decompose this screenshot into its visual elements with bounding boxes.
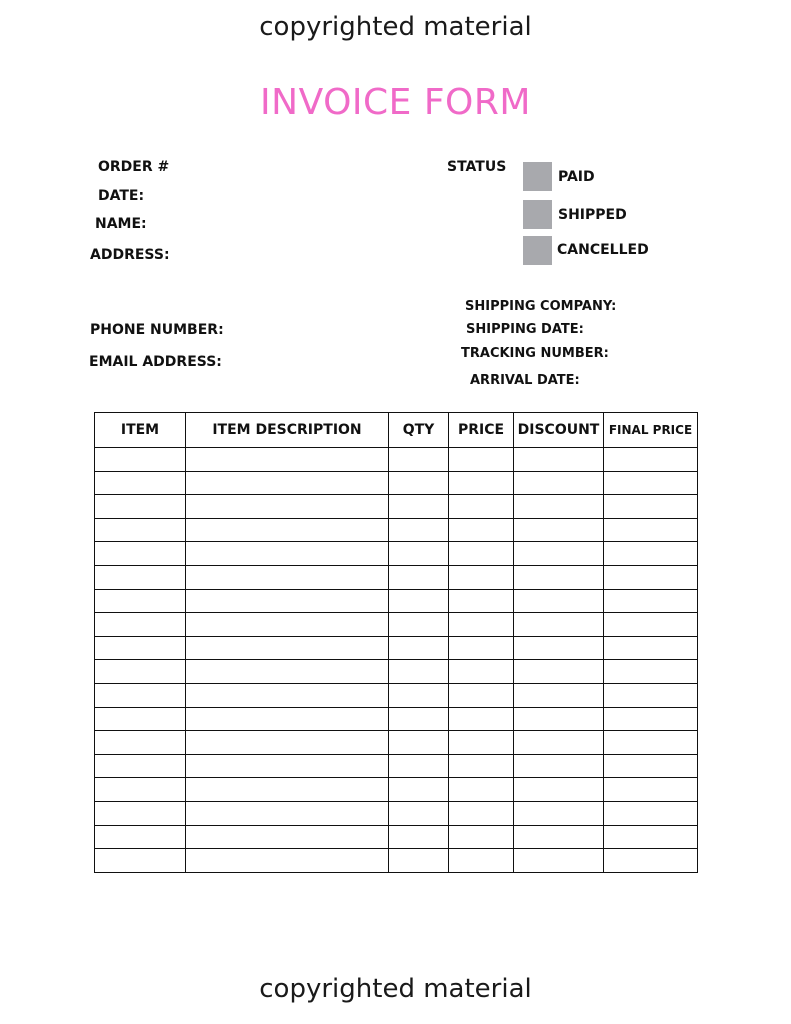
cell-discount[interactable] xyxy=(514,801,604,825)
cell-item-description[interactable] xyxy=(186,636,389,660)
cell-final-price[interactable] xyxy=(604,565,698,589)
cell-qty[interactable] xyxy=(389,565,449,589)
phone-number-label: PHONE NUMBER: xyxy=(90,322,224,338)
cell-discount[interactable] xyxy=(514,495,604,519)
cell-qty[interactable] xyxy=(389,825,449,849)
cell-item[interactable] xyxy=(95,448,186,472)
cell-price[interactable] xyxy=(449,801,514,825)
cell-qty[interactable] xyxy=(389,707,449,731)
page-title: INVOICE FORM xyxy=(260,82,531,123)
cell-item[interactable] xyxy=(95,707,186,731)
cell-item-description[interactable] xyxy=(186,542,389,566)
table-row xyxy=(95,495,698,519)
cell-item-description[interactable] xyxy=(186,849,389,873)
table-row xyxy=(95,683,698,707)
cell-price[interactable] xyxy=(449,448,514,472)
cell-discount[interactable] xyxy=(514,471,604,495)
cell-discount[interactable] xyxy=(514,518,604,542)
shipping-date-label: SHIPPING DATE: xyxy=(466,322,584,337)
items-table xyxy=(94,412,698,873)
table-row xyxy=(95,448,698,472)
table-row xyxy=(95,542,698,566)
column-header-item: ITEM xyxy=(95,413,186,448)
cell-item-description[interactable] xyxy=(186,825,389,849)
cell-qty[interactable] xyxy=(389,683,449,707)
cell-discount[interactable] xyxy=(514,613,604,637)
cell-item[interactable] xyxy=(95,801,186,825)
table-row xyxy=(95,849,698,873)
cell-discount[interactable] xyxy=(514,636,604,660)
column-header-item-description: ITEM DESCRIPTION xyxy=(186,413,389,448)
cell-item-description[interactable] xyxy=(186,707,389,731)
table-row xyxy=(95,707,698,731)
table-row xyxy=(95,589,698,613)
cell-item[interactable] xyxy=(95,613,186,637)
cell-item-description[interactable] xyxy=(186,518,389,542)
cell-item-description[interactable] xyxy=(186,731,389,755)
table-row xyxy=(95,636,698,660)
email-address-label: EMAIL ADDRESS: xyxy=(89,354,222,370)
cell-discount[interactable] xyxy=(514,683,604,707)
table-row xyxy=(95,778,698,802)
cell-item-description[interactable] xyxy=(186,754,389,778)
table-row xyxy=(95,565,698,589)
cell-price[interactable] xyxy=(449,754,514,778)
cell-final-price[interactable] xyxy=(604,542,698,566)
cell-item-description[interactable] xyxy=(186,448,389,472)
cell-discount[interactable] xyxy=(514,849,604,873)
cell-item-description[interactable] xyxy=(186,683,389,707)
cell-price[interactable] xyxy=(449,778,514,802)
cell-price[interactable] xyxy=(449,707,514,731)
shipped-option-label: SHIPPED xyxy=(558,207,627,223)
shipped-checkbox[interactable] xyxy=(523,200,552,229)
cell-price[interactable] xyxy=(449,849,514,873)
cell-item[interactable] xyxy=(95,778,186,802)
arrival-date-label: ARRIVAL DATE: xyxy=(470,373,580,388)
cancelled-option-label: CANCELLED xyxy=(557,242,649,258)
cell-item-description[interactable] xyxy=(186,660,389,684)
cell-qty[interactable] xyxy=(389,754,449,778)
cell-qty[interactable] xyxy=(389,801,449,825)
table-row xyxy=(95,518,698,542)
table-row xyxy=(95,754,698,778)
cell-discount[interactable] xyxy=(514,542,604,566)
cell-final-price[interactable] xyxy=(604,707,698,731)
cell-final-price[interactable] xyxy=(604,518,698,542)
cell-item[interactable] xyxy=(95,731,186,755)
cell-qty[interactable] xyxy=(389,778,449,802)
cell-item[interactable] xyxy=(95,660,186,684)
cell-price[interactable] xyxy=(449,683,514,707)
shipping-company-label: SHIPPING COMPANY: xyxy=(465,299,617,314)
cell-item[interactable] xyxy=(95,495,186,519)
cell-price[interactable] xyxy=(449,731,514,755)
date-label: DATE: xyxy=(98,188,145,204)
column-header-final-price: FINAL PRICE xyxy=(604,413,698,448)
cell-final-price[interactable] xyxy=(604,660,698,684)
cell-qty[interactable] xyxy=(389,589,449,613)
cell-final-price[interactable] xyxy=(604,613,698,637)
paid-option-label: PAID xyxy=(558,169,595,185)
cell-qty[interactable] xyxy=(389,448,449,472)
cell-final-price[interactable] xyxy=(604,636,698,660)
status-label: STATUS xyxy=(447,159,507,175)
cell-item-description[interactable] xyxy=(186,565,389,589)
cell-discount[interactable] xyxy=(514,565,604,589)
paid-checkbox[interactable] xyxy=(523,162,552,191)
cell-final-price[interactable] xyxy=(604,801,698,825)
cell-qty[interactable] xyxy=(389,471,449,495)
cell-item[interactable] xyxy=(95,565,186,589)
cell-price[interactable] xyxy=(449,660,514,684)
cell-qty[interactable] xyxy=(389,731,449,755)
cell-discount[interactable] xyxy=(514,731,604,755)
cell-price[interactable] xyxy=(449,471,514,495)
cell-discount[interactable] xyxy=(514,754,604,778)
cell-qty[interactable] xyxy=(389,495,449,519)
table-row xyxy=(95,660,698,684)
cell-item-description[interactable] xyxy=(186,471,389,495)
cell-final-price[interactable] xyxy=(604,495,698,519)
cell-final-price[interactable] xyxy=(604,731,698,755)
cell-item[interactable] xyxy=(95,471,186,495)
cell-item[interactable] xyxy=(95,849,186,873)
cell-final-price[interactable] xyxy=(604,471,698,495)
table-header-row xyxy=(95,413,698,448)
cell-item[interactable] xyxy=(95,754,186,778)
address-label: ADDRESS: xyxy=(90,247,170,263)
watermark-top: copyrighted material xyxy=(259,12,532,42)
watermark-bottom: copyrighted material xyxy=(259,974,532,1004)
table-row xyxy=(95,613,698,637)
cell-price[interactable] xyxy=(449,495,514,519)
column-header-price: PRICE xyxy=(449,413,514,448)
cell-qty[interactable] xyxy=(389,660,449,684)
cell-final-price[interactable] xyxy=(604,683,698,707)
cell-discount[interactable] xyxy=(514,707,604,731)
order-number-label: ORDER # xyxy=(98,159,170,175)
cell-price[interactable] xyxy=(449,542,514,566)
cell-final-price[interactable] xyxy=(604,849,698,873)
cell-price[interactable] xyxy=(449,613,514,637)
cell-final-price[interactable] xyxy=(604,589,698,613)
cell-final-price[interactable] xyxy=(604,448,698,472)
cell-item[interactable] xyxy=(95,589,186,613)
cell-item-description[interactable] xyxy=(186,778,389,802)
cell-qty[interactable] xyxy=(389,636,449,660)
cell-item-description[interactable] xyxy=(186,801,389,825)
cell-discount[interactable] xyxy=(514,825,604,849)
cell-item[interactable] xyxy=(95,825,186,849)
cell-discount[interactable] xyxy=(514,448,604,472)
cell-price[interactable] xyxy=(449,825,514,849)
cell-qty[interactable] xyxy=(389,518,449,542)
table-row xyxy=(95,731,698,755)
cell-discount[interactable] xyxy=(514,589,604,613)
cell-item[interactable] xyxy=(95,518,186,542)
table-row xyxy=(95,471,698,495)
cell-qty[interactable] xyxy=(389,849,449,873)
cell-item-description[interactable] xyxy=(186,495,389,519)
cell-qty[interactable] xyxy=(389,542,449,566)
cell-qty[interactable] xyxy=(389,613,449,637)
cell-final-price[interactable] xyxy=(604,754,698,778)
cell-price[interactable] xyxy=(449,565,514,589)
name-label: NAME: xyxy=(95,216,147,232)
cancelled-checkbox[interactable] xyxy=(523,236,552,265)
table-row xyxy=(95,825,698,849)
cell-final-price[interactable] xyxy=(604,778,698,802)
cell-final-price[interactable] xyxy=(604,825,698,849)
cell-discount[interactable] xyxy=(514,660,604,684)
cell-item[interactable] xyxy=(95,636,186,660)
cell-item[interactable] xyxy=(95,683,186,707)
column-header-qty: QTY xyxy=(389,413,449,448)
table-row xyxy=(95,801,698,825)
cell-price[interactable] xyxy=(449,636,514,660)
cell-discount[interactable] xyxy=(514,778,604,802)
cell-item-description[interactable] xyxy=(186,613,389,637)
cell-price[interactable] xyxy=(449,518,514,542)
tracking-number-label: TRACKING NUMBER: xyxy=(461,346,609,361)
cell-item[interactable] xyxy=(95,542,186,566)
cell-price[interactable] xyxy=(449,589,514,613)
column-header-discount: DISCOUNT xyxy=(514,413,604,448)
cell-item-description[interactable] xyxy=(186,589,389,613)
